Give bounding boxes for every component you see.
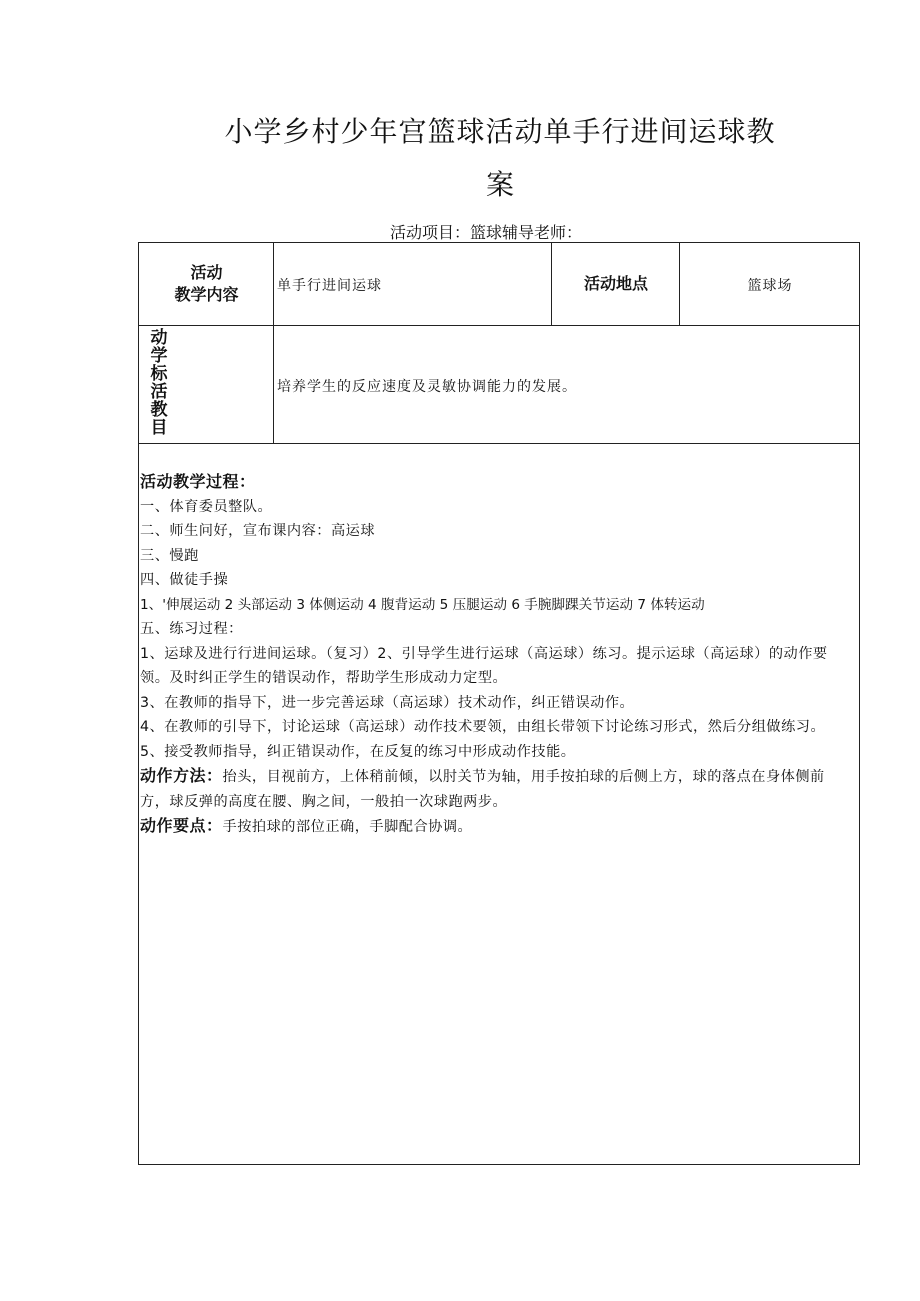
process-line: 三、慢跑	[140, 547, 199, 564]
col-divider-2	[551, 242, 552, 325]
goal-char: 目	[150, 418, 168, 438]
goal-char: 活	[150, 382, 168, 402]
goal-char: 动	[150, 328, 168, 348]
process-line: 1、'伸展运动 2 头部运动 3 体侧运动 4 腹背运动 5 压腿运动 6 手腕脚踝关节运动 7 体转运动	[140, 596, 705, 613]
process-line: 一、体育委员整队。	[140, 498, 273, 515]
goal-value: 培养学生的反应速度及灵敏协调能力的发展。	[277, 379, 577, 395]
place-value: 篮球场	[747, 278, 793, 294]
process-line: 二、师生问好，宣布课内容：高运球	[140, 523, 376, 539]
process-line: 4、在教师的引导下，讨论运球（高运球）动作技术要领，由组长带领下讨论练习形式，然后分组做练习。	[140, 719, 826, 735]
content-value: 单手行进间运球	[277, 278, 382, 294]
activity-subtitle: 活动项目：篮球辅导老师：	[390, 223, 583, 242]
document-title-line2: 案	[485, 168, 514, 201]
content-label	[140, 262, 273, 306]
goal-label	[148, 329, 170, 437]
process-line: 四、做徒手操	[140, 572, 229, 588]
content-label-line2: 教学内容	[174, 285, 239, 304]
key-paragraph	[140, 814, 852, 840]
key-label: 动作要点：	[140, 816, 223, 835]
place-label: 活动地点	[583, 274, 648, 293]
col-divider-3	[679, 242, 680, 325]
method-paragraph	[140, 764, 852, 814]
process-line: 5、接受教师指导，纠正错误动作，在反复的练习中形成动作技能。	[140, 743, 576, 760]
method-label: 动作方法：	[140, 766, 223, 785]
goal-char: 标	[150, 364, 168, 384]
process-line: 1、运球及进行行进间运球。（复习）2、引导学生进行运球（高运球）练习。提示运球（高运球）的动作要领。及时纠正学生的错误动作，帮助学生形成动力定型。	[140, 645, 828, 686]
row-divider-2	[138, 443, 860, 444]
method-text: 抬头，目视前方，上体稍前倾，以肘关节为轴，用手按拍球的后侧上方，球的落点在身体侧前方，球反弹的高度在腰、胸之间，一般拍一次球跑两步。	[140, 769, 825, 810]
goal-char: 教	[150, 400, 168, 420]
process-heading: 活动教学过程：	[140, 472, 256, 491]
goal-char: 学	[150, 346, 168, 366]
row-divider-1	[138, 325, 860, 326]
process-line: 3、在教师的指导下，进一步完善运球（高运球）技术动作，纠正错误动作。	[140, 694, 635, 711]
col-divider-1	[273, 242, 274, 443]
teaching-process	[140, 470, 852, 840]
process-line: 五、练习过程：	[140, 621, 243, 637]
document-title-line1: 小学乡村少年宫篮球活动单手行进间运球教	[224, 115, 776, 148]
key-text: 手按拍球的部位正确，手脚配合协调。	[222, 819, 473, 835]
content-label-line1: 活动	[190, 263, 223, 282]
